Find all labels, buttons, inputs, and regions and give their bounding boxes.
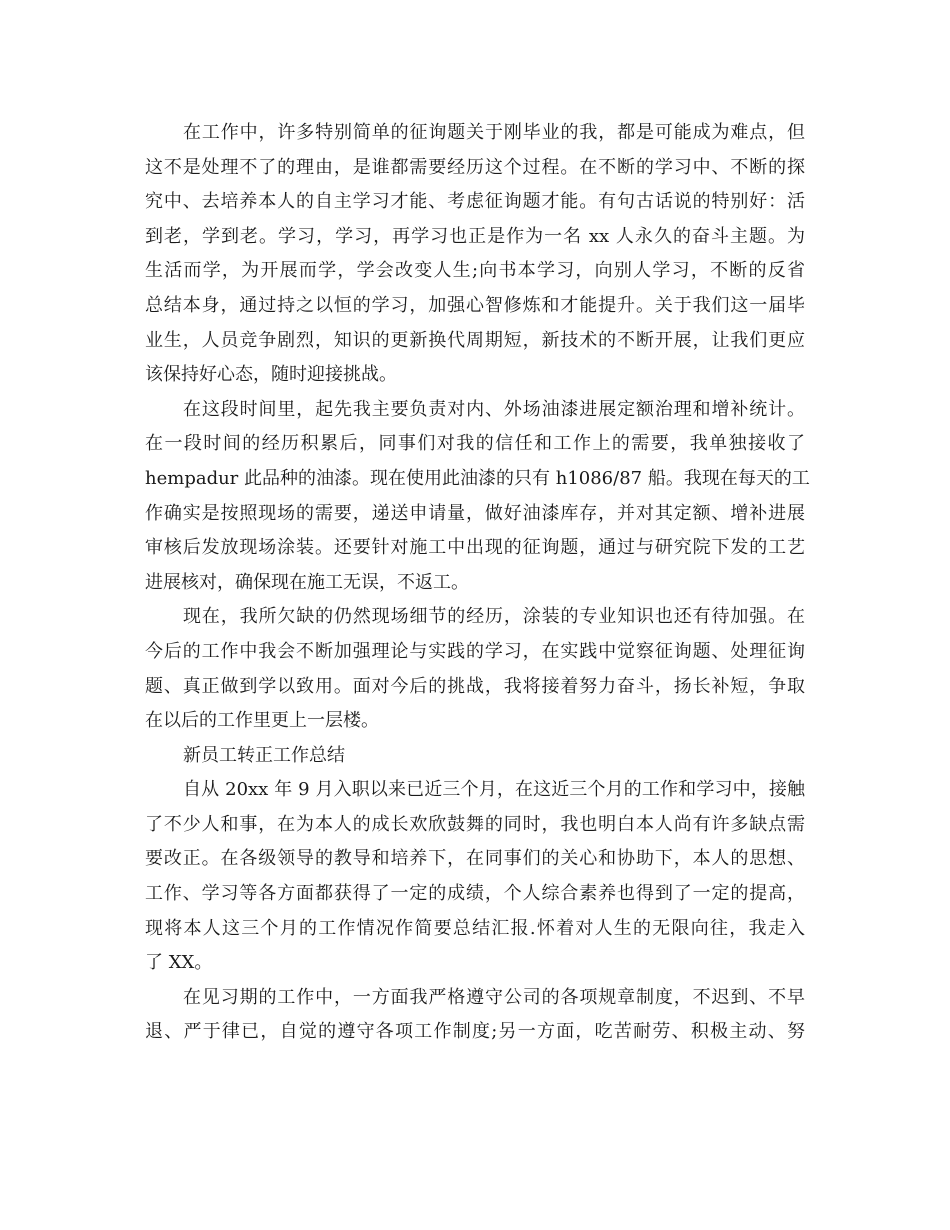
paragraph-line: 现将本人这三个月的工作情况作简要总结汇报.怀着对人生的无限向往，我走入 <box>145 917 805 939</box>
paragraph-line: 要改正。在各级领导的教导和培养下，在同事们的关心和协助下，本人的思想、 <box>145 848 805 870</box>
paragraph-line: 在以后的工作里更上一层楼。 <box>145 710 379 732</box>
paragraph-line: 工作、学习等各方面都获得了一定的成绩，个人综合素养也得到了一定的提高， <box>145 883 805 905</box>
paragraph-line: 自从 20xx 年 9 月入职以来已近三个月，在这近三个月的工作和学习中，接触 <box>183 779 805 801</box>
paragraph-2 <box>145 393 810 601</box>
paragraph-line: 这不是处理不了的理由，是谁都需要经历这个过程。在不断的学习中、不断的探 <box>145 156 805 178</box>
paragraph-line: 了 XX。 <box>145 952 213 974</box>
paragraph-line: 现在，我所欠缺的仍然现场细节的经历，涂装的专业知识也还有待加强。在 <box>183 606 805 628</box>
paragraph-line: 题、真正做到学以致用。面对今后的挑战，我将接着努力奋斗，扬长补短，争取 <box>145 675 805 697</box>
paragraph-line: 在工作中，许多特别简单的征询题关于刚毕业的我，都是可能成为难点，但 <box>183 122 805 143</box>
paragraph-line: 审核后发放现场涂装。还要针对施工中出现的征询题，通过与研究院下发的工艺 <box>145 537 805 559</box>
paragraph-line: 业生，人员竞争剧烈，知识的更新换代周期短，新技术的不断开展，让我们更应 <box>145 329 805 351</box>
paragraph-6 <box>145 981 805 1050</box>
section-heading <box>145 739 805 774</box>
section-heading-text: 新员工转正工作总结 <box>183 744 345 766</box>
paragraph-3 <box>145 600 805 738</box>
paragraph-line: 在一段时间的经历积累后，同事们对我的信任和工作上的需要，我单独接收了 <box>145 433 805 455</box>
paragraph-line: 究中、去培养本人的自主学习才能、考虑征询题才能。有句古话说的特别好：活 <box>145 191 805 213</box>
paragraph-line: 进展核对，确保现在施工无误，不返工。 <box>145 571 469 593</box>
paragraph-1 <box>145 116 805 393</box>
paragraph-line: hempadur 此品种的油漆。现在使用此油漆的只有 h1086/87 船。我现在每天的工 <box>145 467 810 489</box>
paragraph-line: 了不少人和事，在为本人的成长欢欣鼓舞的同时，我也明白本人尚有许多缺点需 <box>145 813 805 835</box>
paragraph-line: 到老，学到老。学习，学习，再学习也正是作为一名 xx 人永久的奋斗主题。为 <box>145 225 805 247</box>
paragraph-line: 今后的工作中我会不断加强理论与实践的学习，在实践中觉察征询题、处理征询 <box>145 640 805 662</box>
document-page <box>145 116 810 1050</box>
paragraph-line: 总结本身，通过持之以恒的学习，加强心智修炼和才能提升。关于我们这一届毕 <box>145 294 805 316</box>
paragraph-line: 该保持好心态，随时迎接挑战。 <box>145 364 397 386</box>
paragraph-line: 在这段时间里，起先我主要负责对内、外场油漆进展定额治理和增补统计。 <box>183 398 805 420</box>
paragraph-5 <box>145 773 805 981</box>
paragraph-line: 在见习期的工作中，一方面我严格遵守公司的各项规章制度，不迟到、不早 <box>183 986 805 1008</box>
paragraph-line: 作确实是按照现场的需要，递送申请量，做好油漆库存，并对其定额、增补进展 <box>145 502 805 524</box>
paragraph-line: 退、严于律已，自觉的遵守各项工作制度;另一方面，吃苦耐劳、积极主动、努 <box>145 1021 805 1043</box>
paragraph-line: 生活而学，为开展而学，学会改变人生;向书本学习，向别人学习，不断的反省 <box>145 260 805 282</box>
